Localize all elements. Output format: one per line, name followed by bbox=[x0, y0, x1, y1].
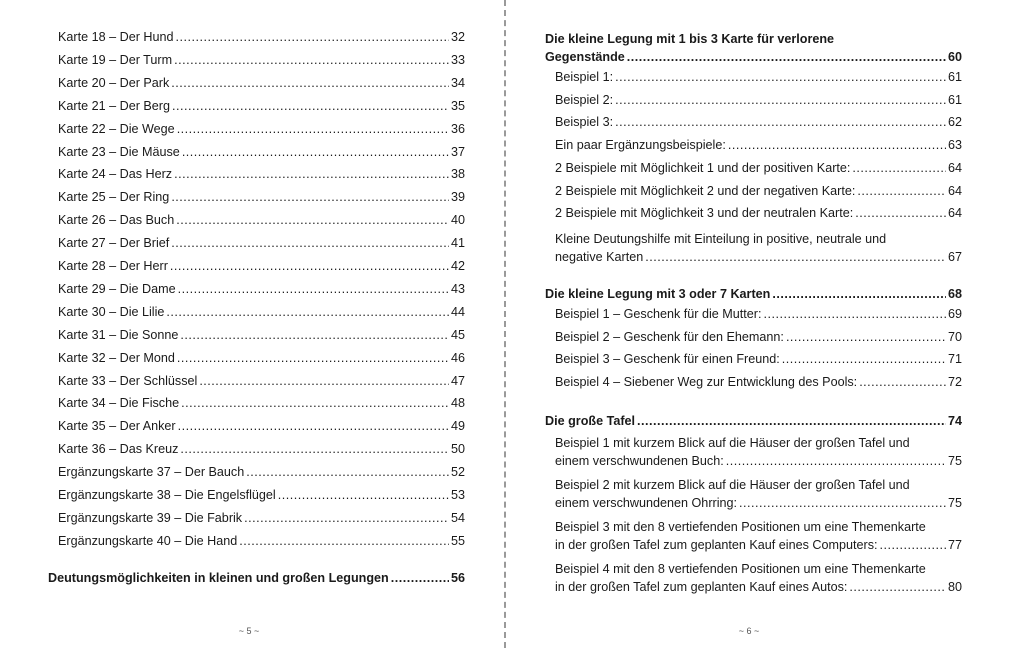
toc-entry[interactable] bbox=[58, 53, 465, 68]
toc-entry[interactable] bbox=[58, 30, 465, 45]
toc-entry-label: Karte 32 – Der Mond bbox=[58, 350, 175, 365]
toc-entry[interactable] bbox=[58, 145, 465, 160]
toc-entry-page: 55 bbox=[450, 533, 465, 548]
page-number-left: ~ 5 ~ bbox=[238, 626, 260, 636]
toc-entry-label: Beispiel 1: bbox=[555, 70, 614, 84]
dot-leader bbox=[178, 282, 449, 297]
toc-entry[interactable] bbox=[58, 167, 465, 182]
dot-leader bbox=[739, 494, 946, 512]
toc-entry-page: 53 bbox=[450, 488, 465, 502]
toc-entry-label: Beispiel 2: bbox=[555, 92, 614, 107]
toc-entry-page: 54 bbox=[450, 510, 465, 525]
toc-heading-line2: Gegenstände bbox=[545, 50, 625, 64]
toc-entry-page: 41 bbox=[450, 236, 465, 251]
toc-entry-label: Karte 34 – Die Fische bbox=[58, 396, 180, 411]
toc-heading-page: 56 bbox=[450, 571, 465, 585]
toc-entry-page: 63 bbox=[947, 138, 962, 153]
toc-entry-page: 40 bbox=[450, 213, 465, 228]
toc-entry[interactable] bbox=[58, 534, 465, 549]
toc-entry-label: Karte 29 – Die Dame bbox=[58, 281, 176, 296]
dot-leader bbox=[177, 351, 449, 366]
toc-entry-page: 69 bbox=[947, 307, 962, 321]
toc-entry-page: 48 bbox=[450, 396, 465, 411]
toc-entry-page: 42 bbox=[450, 259, 465, 273]
toc-entry-page: 36 bbox=[450, 121, 465, 136]
toc-entry-label: Karte 26 – Das Buch bbox=[58, 213, 175, 228]
dot-leader bbox=[728, 138, 946, 153]
dot-leader bbox=[615, 115, 946, 130]
toc-entry-line2: einem verschwundenen Buch: bbox=[555, 454, 724, 468]
toc-entry-line1: Beispiel 1 mit kurzem Blick auf die Häuser der großen Tafel und bbox=[555, 436, 910, 450]
toc-entry-page: 43 bbox=[450, 281, 465, 296]
toc-entry-multiline[interactable] bbox=[555, 476, 962, 512]
toc-entry[interactable] bbox=[58, 282, 465, 297]
toc-entry-page: 75 bbox=[947, 454, 962, 468]
dot-leader bbox=[171, 236, 449, 251]
toc-entry-label: Karte 22 – Die Wege bbox=[58, 121, 175, 136]
toc-entry-label: Karte 33 – Der Schlüssel bbox=[58, 373, 198, 388]
toc-entry[interactable] bbox=[555, 161, 962, 176]
toc-heading-deutungsmoeglichkeiten[interactable] bbox=[48, 571, 465, 586]
dot-leader bbox=[637, 414, 946, 429]
toc-entry[interactable] bbox=[58, 488, 465, 503]
toc-entry-line2: negative Karten bbox=[555, 250, 644, 264]
toc-entry-multiline[interactable] bbox=[555, 560, 962, 596]
toc-entry-line2: in der großen Tafel zum geplanten Kauf eines Autos: bbox=[555, 580, 848, 594]
toc-heading-grosse-tafel[interactable] bbox=[545, 414, 962, 429]
toc-entry[interactable] bbox=[58, 99, 465, 114]
dot-leader bbox=[166, 305, 449, 320]
toc-entry-label: Karte 28 – Der Herr bbox=[58, 259, 168, 273]
toc-entry-label: Beispiel 3 – Geschenk für einen Freund: bbox=[555, 352, 780, 367]
dot-leader bbox=[880, 536, 946, 554]
dot-leader bbox=[726, 452, 946, 470]
toc-entry-page: 71 bbox=[947, 352, 962, 367]
toc-entry-line2-row bbox=[555, 248, 962, 266]
dot-leader bbox=[615, 93, 946, 108]
toc-entry-line2-row bbox=[555, 578, 962, 596]
toc-entry-page: 34 bbox=[450, 75, 465, 90]
dot-leader bbox=[645, 248, 946, 266]
toc-entry-page: 32 bbox=[450, 30, 465, 44]
toc-entry-label: Karte 30 – Die Lilie bbox=[58, 304, 165, 319]
toc-entry-page: 80 bbox=[947, 580, 962, 594]
dot-leader bbox=[171, 76, 449, 91]
toc-entry-label: Ergänzungskarte 37 – Der Bauch bbox=[58, 465, 245, 480]
dot-leader bbox=[182, 145, 449, 160]
toc-entry-label: Karte 31 – Die Sonne bbox=[58, 327, 179, 342]
toc-entry[interactable] bbox=[555, 307, 962, 322]
right-page bbox=[506, 0, 1010, 648]
toc-heading-kleine-legung-3-7[interactable] bbox=[545, 287, 962, 302]
dot-leader bbox=[239, 534, 449, 549]
toc-entry-line2-row bbox=[555, 452, 962, 470]
toc-entry[interactable] bbox=[58, 76, 465, 91]
dot-leader bbox=[857, 184, 946, 199]
toc-heading-label: Die große Tafel bbox=[545, 414, 636, 428]
toc-entry-line2: einem verschwundenen Ohrring: bbox=[555, 496, 738, 510]
toc-entry-label: Karte 20 – Der Park bbox=[58, 75, 170, 90]
dot-leader bbox=[278, 488, 449, 503]
dot-leader bbox=[199, 374, 449, 389]
toc-entry-page: 50 bbox=[450, 442, 465, 457]
toc-heading-line1: Die kleine Legung mit 1 bis 3 Karte für verlorene bbox=[545, 32, 835, 46]
dot-leader bbox=[764, 307, 946, 322]
toc-entry[interactable] bbox=[555, 184, 962, 199]
toc-entry[interactable] bbox=[58, 122, 465, 137]
toc-entry-multiline[interactable] bbox=[555, 518, 962, 554]
toc-heading-page: 74 bbox=[947, 414, 962, 428]
toc-entry-line1: Beispiel 2 mit kurzem Blick auf die Häuser der großen Tafel und bbox=[555, 478, 910, 492]
toc-entry-label: Karte 25 – Der Ring bbox=[58, 190, 170, 205]
dot-leader bbox=[176, 213, 449, 228]
dot-leader bbox=[170, 259, 449, 274]
page-number-right: ~ 6 ~ bbox=[738, 626, 760, 636]
toc-entry-page: 67 bbox=[947, 250, 962, 264]
toc-entry-page: 64 bbox=[947, 206, 962, 221]
toc-entry-page: 45 bbox=[450, 327, 465, 342]
toc-entry-line2-row bbox=[555, 536, 962, 554]
toc-entry-deutungshilfe[interactable] bbox=[555, 230, 962, 266]
dot-leader bbox=[181, 396, 449, 411]
toc-entry[interactable] bbox=[58, 305, 465, 320]
dot-leader bbox=[180, 328, 449, 343]
toc-entry-page: 44 bbox=[450, 304, 465, 319]
dot-leader bbox=[174, 167, 449, 182]
toc-entry-label: Karte 19 – Der Turm bbox=[58, 52, 173, 67]
dot-leader bbox=[172, 99, 449, 114]
dot-leader bbox=[855, 206, 946, 221]
toc-entry[interactable] bbox=[555, 375, 962, 390]
dot-leader bbox=[246, 465, 449, 480]
toc-entry-label: Karte 36 – Das Kreuz bbox=[58, 442, 179, 457]
toc-entry-label: Karte 18 – Der Hund bbox=[58, 30, 174, 44]
toc-entry-label: Ergänzungskarte 39 – Die Fabrik bbox=[58, 510, 243, 525]
dot-leader bbox=[391, 571, 449, 586]
toc-entry-label: 2 Beispiele mit Möglichkeit 3 und der neutralen Karte: bbox=[555, 206, 854, 221]
toc-entry[interactable] bbox=[58, 213, 465, 228]
dot-leader bbox=[772, 287, 946, 302]
toc-entry-page: 47 bbox=[450, 373, 465, 388]
toc-entry-label: Ein paar Ergänzungsbeispiele: bbox=[555, 138, 726, 153]
dot-leader bbox=[627, 48, 946, 66]
toc-entry[interactable] bbox=[58, 374, 465, 389]
toc-entry-page: 39 bbox=[450, 190, 465, 205]
toc-entry[interactable] bbox=[555, 352, 962, 367]
toc-entry-page: 64 bbox=[947, 183, 962, 198]
toc-heading-page: 60 bbox=[947, 50, 962, 64]
toc-entry[interactable] bbox=[555, 93, 962, 108]
toc-entry[interactable] bbox=[58, 190, 465, 205]
toc-entry-label: Beispiel 3: bbox=[555, 115, 614, 130]
toc-entry-label: Karte 24 – Das Herz bbox=[58, 167, 173, 182]
toc-entry[interactable] bbox=[58, 259, 465, 274]
toc-entry-label: Karte 27 – Der Brief bbox=[58, 236, 170, 251]
toc-entry-page: 52 bbox=[450, 465, 465, 480]
toc-entry-page: 46 bbox=[450, 350, 465, 365]
toc-entry[interactable] bbox=[58, 351, 465, 366]
toc-entry-label: 2 Beispiele mit Möglichkeit 1 und der positiven Karte: bbox=[555, 160, 851, 175]
toc-entry-label: Beispiel 2 – Geschenk für den Ehemann: bbox=[555, 329, 784, 344]
toc-entry-page: 77 bbox=[947, 538, 962, 552]
toc-entry[interactable] bbox=[58, 236, 465, 251]
toc-entry-label: Karte 35 – Der Anker bbox=[58, 419, 176, 434]
toc-entry-line1: Beispiel 4 mit den 8 vertiefenden Positionen um eine Themenkarte bbox=[555, 562, 926, 576]
toc-heading-line2-row bbox=[545, 48, 962, 66]
dot-leader bbox=[177, 122, 449, 137]
toc-entry-label: Beispiel 1 – Geschenk für die Mutter: bbox=[555, 307, 762, 321]
toc-entry-line2-row bbox=[555, 494, 962, 512]
toc-entry-page: 49 bbox=[450, 419, 465, 434]
toc-heading-kleine-legung-1-3[interactable] bbox=[545, 30, 962, 66]
dot-leader bbox=[782, 352, 946, 367]
toc-entry-label: Beispiel 4 – Siebener Weg zur Entwicklung des Pools: bbox=[555, 375, 858, 390]
toc-entry-line1: Kleine Deutungshilfe mit Einteilung in positive, neutrale und bbox=[555, 232, 887, 246]
toc-entry-page: 64 bbox=[947, 160, 962, 175]
toc-entry-line2: in der großen Tafel zum geplanten Kauf eines Computers: bbox=[555, 538, 878, 552]
dot-leader bbox=[176, 30, 449, 45]
dot-leader bbox=[786, 330, 946, 345]
toc-entry-page: 37 bbox=[450, 144, 465, 159]
toc-entry-multiline[interactable] bbox=[555, 434, 962, 470]
toc-entry-line1: Beispiel 3 mit den 8 vertiefenden Positionen um eine Themenkarte bbox=[555, 520, 926, 534]
toc-entry-page: 61 bbox=[947, 70, 962, 84]
toc-entry[interactable] bbox=[555, 206, 962, 221]
dot-leader bbox=[180, 442, 449, 457]
toc-entry[interactable] bbox=[58, 511, 465, 526]
toc-entry-page: 70 bbox=[947, 329, 962, 344]
dot-leader bbox=[859, 375, 946, 390]
toc-entry-label: 2 Beispiele mit Möglichkeit 2 und der negativen Karte: bbox=[555, 183, 856, 198]
toc-entry-label: Ergänzungskarte 38 – Die Engelsflügel bbox=[58, 488, 276, 502]
toc-entry[interactable] bbox=[58, 419, 465, 434]
toc-entry-page: 33 bbox=[450, 52, 465, 67]
toc-entry[interactable] bbox=[58, 396, 465, 411]
toc-entry[interactable] bbox=[58, 465, 465, 480]
toc-heading-label: Die kleine Legung mit 3 oder 7 Karten bbox=[545, 287, 771, 301]
dot-leader bbox=[615, 70, 946, 85]
toc-entry-page: 35 bbox=[450, 98, 465, 113]
dot-leader bbox=[174, 53, 449, 68]
toc-entry-page: 72 bbox=[947, 375, 962, 390]
toc-entry[interactable] bbox=[555, 138, 962, 153]
dot-leader bbox=[849, 578, 946, 596]
toc-entry-page: 75 bbox=[947, 496, 962, 510]
toc-entry[interactable] bbox=[555, 115, 962, 130]
toc-entry-page: 61 bbox=[947, 92, 962, 107]
toc-entry-page: 38 bbox=[450, 167, 465, 182]
toc-entry-label: Karte 21 – Der Berg bbox=[58, 98, 171, 113]
dot-leader bbox=[244, 511, 449, 526]
toc-entry[interactable] bbox=[555, 70, 962, 85]
dot-leader bbox=[171, 190, 449, 205]
toc-entry-label: Ergänzungskarte 40 – Die Hand bbox=[58, 533, 238, 548]
toc-entry[interactable] bbox=[58, 442, 465, 457]
toc-heading-page: 68 bbox=[947, 287, 962, 301]
toc-entry-label: Karte 23 – Die Mäuse bbox=[58, 144, 180, 159]
toc-entry-page: 62 bbox=[947, 115, 962, 130]
toc-heading-label: Deutungsmöglichkeiten in kleinen und großen Legungen bbox=[48, 571, 389, 585]
toc-entry[interactable] bbox=[555, 330, 962, 345]
dot-leader bbox=[852, 161, 946, 176]
toc-entry[interactable] bbox=[58, 328, 465, 343]
dot-leader bbox=[178, 419, 449, 434]
